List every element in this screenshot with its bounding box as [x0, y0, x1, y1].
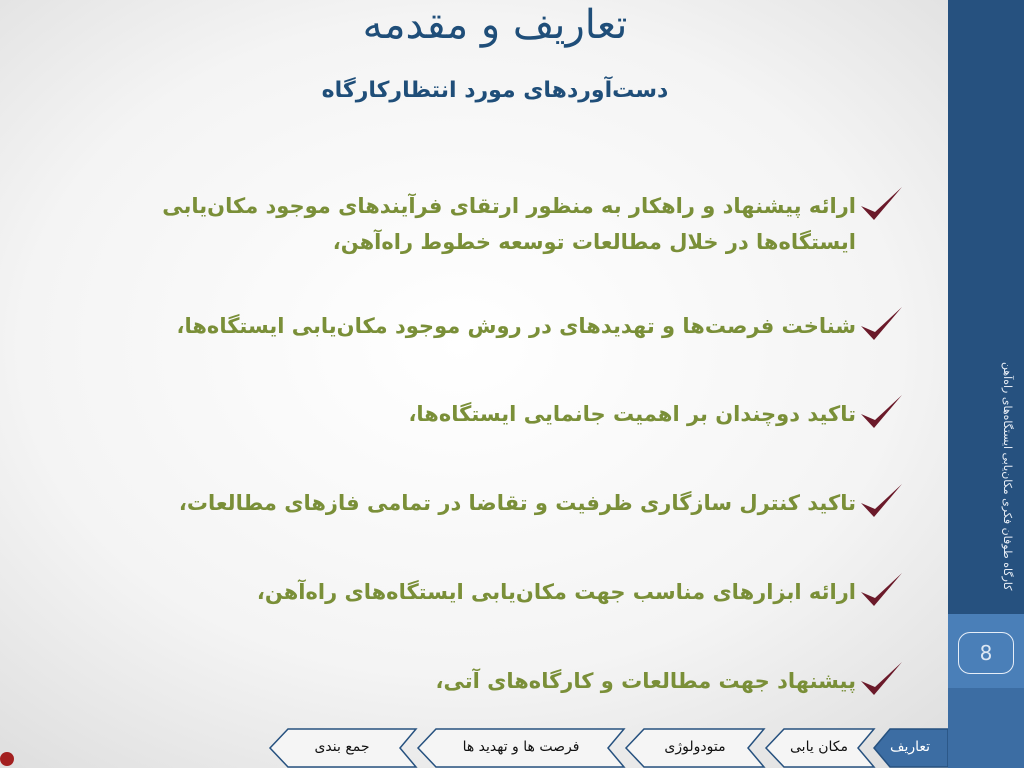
nav-item-location[interactable] — [764, 728, 874, 766]
bullet-text: ارائه پیشنهاد و راهکار به منظور ارتقای فرآیندهای موجود مکان‌یابی — [162, 194, 856, 218]
sidebar-lower — [948, 688, 1024, 768]
checkmark-icon — [858, 304, 904, 346]
workshop-vertical-label: کارگاه طوفان فکری مکان‌یابی ایستگاه‌های راه‌آهن — [1001, 361, 1014, 590]
bullet-item — [116, 308, 856, 344]
bullet-item — [116, 574, 856, 610]
bullet-text: ارائه ابزارهای مناسب جهت مکان‌یابی ایستگاه‌های راه‌آهن، — [256, 580, 856, 604]
sidebar — [948, 0, 1024, 768]
checkmark-icon — [858, 659, 904, 701]
bullet-item — [116, 188, 856, 260]
section-navbar — [268, 728, 948, 768]
slide-subtitle: دست‌آوردهای مورد انتظارکارگاه — [321, 78, 669, 103]
nav-item-summary[interactable] — [268, 728, 416, 766]
nav-label: مکان یابی — [790, 739, 848, 755]
page-number-band — [948, 614, 1024, 688]
nav-item-methodology[interactable] — [624, 728, 766, 766]
nav-label: تعاریف — [889, 739, 931, 755]
slide-title: تعاریف و مقدمه — [362, 2, 628, 48]
bullet-text-line2: ایستگاه‌ها در خلال مطالعات توسعه خطوط راه‌آهن، — [332, 230, 856, 254]
checkmark-icon — [858, 570, 904, 612]
bullet-text: شناخت فرصت‌ها و تهدیدهای در روش موجود مکان‌یابی ایستگاه‌ها، — [176, 314, 856, 338]
bullet-item — [116, 485, 856, 521]
checkmark-icon — [858, 392, 904, 434]
bullet-text: تاکید دوچندان بر اهمیت جانمایی ایستگاه‌ها، — [408, 402, 856, 426]
bullet-item — [116, 396, 856, 432]
nav-item-definitions[interactable] — [872, 728, 948, 766]
nav-label: فرصت ها و تهدید ها — [462, 739, 580, 755]
logo-icon — [0, 752, 14, 766]
bullet-item — [116, 663, 856, 699]
checkmark-icon — [858, 481, 904, 523]
bullet-text: پیشنهاد جهت مطالعات و کارگاه‌های آتی، — [435, 669, 856, 693]
nav-label: متودولوژی — [664, 739, 726, 755]
nav-label: جمع بندی — [314, 739, 370, 755]
nav-item-opportunities[interactable] — [416, 728, 626, 766]
bullet-text: تاکید کنترل سازگاری ظرفیت و تقاضا در تمامی فازهای مطالعات، — [178, 491, 856, 515]
page-number: 8 — [958, 632, 1014, 674]
checkmark-icon — [858, 184, 904, 226]
